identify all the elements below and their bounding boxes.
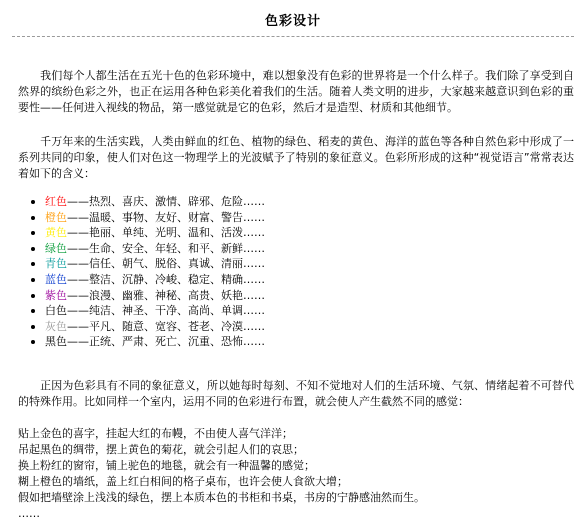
color-item-red — [30, 194, 265, 210]
color-meaning: ——纯洁、神圣、干净、高尚、单调…… — [67, 304, 265, 318]
color-item-white — [30, 303, 265, 319]
color-item-cyan — [30, 256, 265, 272]
color-name: 白色 — [45, 304, 67, 318]
color-name: 橙色 — [45, 210, 67, 224]
color-name: 青色 — [45, 257, 67, 271]
color-name: 灰色 — [45, 319, 67, 333]
color-meaning: ——整洁、沉静、冷峻、稳定、精确…… — [67, 272, 265, 286]
color-name: 绿色 — [45, 241, 67, 255]
color-name: 黄色 — [45, 226, 67, 240]
color-name: 红色 — [45, 195, 67, 208]
color-name: 蓝色 — [45, 272, 67, 286]
effect-text: 正因为色彩具有不同的象征意义，所以她每时每刻、不知不觉地对人们的生活环境、气氛、情绪起着不可替代的特殊作用。比如同样一个室内，运用不同的色彩进行布置，就会使人产生截然不同的感觉： — [18, 379, 574, 408]
color-item-yellow — [30, 225, 265, 241]
example-line: 假如把墙壁涂上浅浅的绿色，摆上本质本色的书柜和书桌，书房的宁静感油然而生。 — [18, 491, 425, 504]
article-title: 色彩设计 — [264, 14, 321, 29]
color-meaning: ——生命、安全、年轻、和平、新鲜…… — [67, 241, 265, 255]
color-name: 黑色 — [45, 335, 67, 349]
color-meaning: ——信任、朝气、脱俗、真诚、清丽…… — [67, 257, 265, 271]
color-item-black — [30, 334, 265, 350]
color-meaning: ——平凡、随意、宽容、苍老、冷漠…… — [67, 319, 265, 333]
color-item-orange — [30, 210, 265, 226]
history-text: 千万年来的生活实践，人类由鲜血的红色、植物的绿色、稻麦的黄色、海洋的蓝色等各种自然色彩中形成了一系列共同的印象，使人们对色这一物理学上的光波赋予了特别的象征意义。色彩所形成的这种“视觉语言”常常表达着如下的含义： — [18, 135, 574, 180]
examples-block — [18, 426, 574, 522]
example-ellipsis: …… — [18, 507, 40, 520]
example-line: 换上粉红的窗帘，铺上驼色的地毯，就会有一种温馨的感觉； — [18, 459, 315, 472]
color-meaning: ——热烈、喜庆、激情、辟邪、危险…… — [67, 195, 265, 208]
color-item-gray — [30, 319, 265, 335]
example-line: 糊上橙色的墙纸，盖上红白相间的格子桌布，也许会使人食欲大增； — [18, 475, 348, 488]
color-meaning: ——艳丽、单纯、光明、温和、活泼…… — [67, 226, 265, 240]
color-meaning-list — [30, 194, 265, 350]
example-line: 贴上金色的喜字，挂起大红的布幔，不由使人喜气洋洋； — [18, 427, 293, 440]
color-name: 紫色 — [45, 288, 67, 302]
history-paragraph — [18, 134, 574, 182]
color-meaning: ——温暖、事物、友好、财富、警告…… — [67, 210, 265, 224]
intro-paragraph — [18, 68, 574, 116]
color-item-blue — [30, 272, 265, 288]
intro-text: 我们每个人都生活在五光十色的色彩环境中，难以想象没有色彩的世界将是一个什么样子。我们除了享受到自然界的缤纷色彩之外，也正在运用各种色彩美化着我们的生活。随着人类文明的进步，大家越来越意识到色彩的重要性——任何进入视线的物品，第一感觉就是它的色彩，然后才是造型、材质和其他细节。 — [18, 69, 574, 114]
example-line: 吊起黑色的绸带，摆上黄色的菊花，就会引起人们的哀思； — [18, 443, 304, 456]
title-divider — [12, 36, 574, 37]
color-meaning: ——正统、严肃、死亡、沉重、恐怖…… — [67, 335, 265, 349]
color-item-purple — [30, 288, 265, 304]
effect-paragraph — [18, 378, 574, 410]
color-meaning: ——浪漫、幽雅、神秘、高贵、妖艳…… — [67, 288, 265, 302]
color-item-green — [30, 241, 265, 257]
